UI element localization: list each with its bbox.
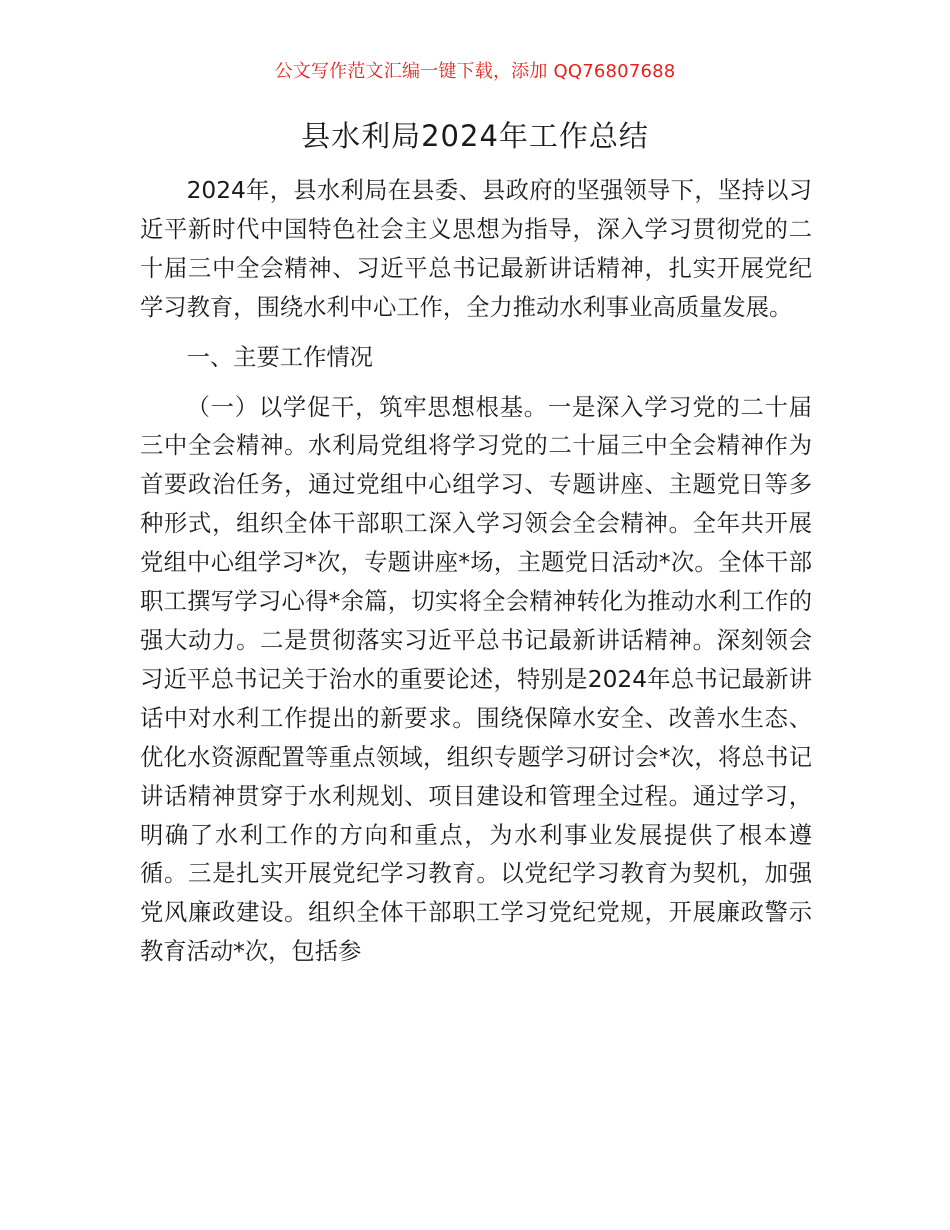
section-heading-main-work: 一、主要工作情况 [186, 343, 373, 371]
section-paragraph-study: （一）以学促干，筑牢思想根基。一是深入学习党的二十届三中全会精神。水利局党组将学习党的二十届三中全会精神作为首要政治任务，通过党组中心组学习、专题讲座、主题党日等多种形式，组织全体干部职工深入学习领会全会精神。全年共开展党组中心组学习*次，专题讲座*场，主题党日活动*次。全体干部职工撰写学习心得*余篇，切实将全会精神转化为推动水利工作的强大动力。二是贯彻落实习近平总书记最新讲话精神。深刻领会习近平总书记关于治水的重要论述，特别是2024年总书记最新讲话中对水利工作提出的新要求。围绕保障水安全、改善水生态、优化水资源配置等重点领域，组织专题学习研讨会*次，将总书记讲话精神贯穿于水利规划、项目建设和管理全过程。通过学习，明确了水利工作的方向和重点，为水利事业发展提供了根本遵循。三是扎实开展党纪学习教育。以党纪学习教育为契机，加强党风廉政建设。组织全体干部职工学习党纪党规，开展廉政警示教育活动*次，包括参 [140, 393, 812, 966]
intro-paragraph: 2024年，县水利局在县委、县政府的坚强领导下，坚持以习近平新时代中国特色社会主义思想为指导，深入学习贯彻党的二十届三中全会精神、习近平总书记最新讲话精神，扎实开展党纪学习教育，围绕水利中心工作，全力推动水利事业高质量发展。 [140, 177, 812, 321]
document-title: 县水利局2024年工作总结 [301, 119, 649, 153]
download-watermark: 公文写作范文汇编一键下载，添加 QQ76807688 [274, 61, 676, 82]
document-body [140, 172, 812, 972]
